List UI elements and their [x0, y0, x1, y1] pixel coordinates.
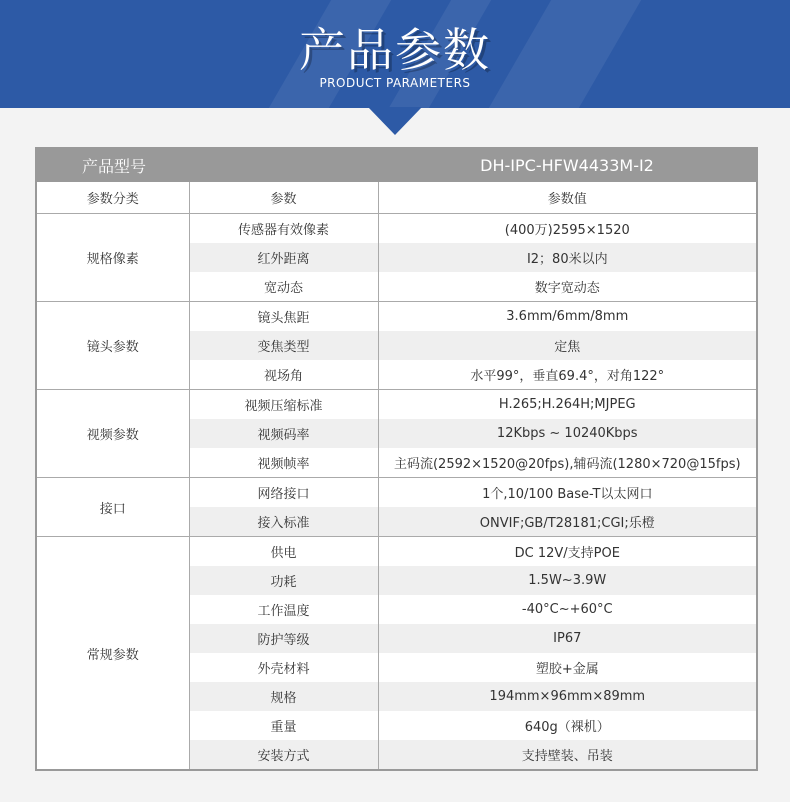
param-name-cell: 网络接口	[189, 478, 378, 508]
param-value-cell: 640g（裸机）	[524, 720, 610, 735]
param-value-cell: 3.6mm/6mm/8mm	[506, 309, 629, 324]
param-name-cell: 红外距离	[189, 243, 378, 272]
column-header-value: 参数值	[378, 182, 757, 214]
model-value: DH-IPC-HFW4433M-I2	[378, 148, 757, 182]
param-value-cell: 数字宽动态	[378, 272, 757, 302]
param-value-cell: 12Kbps ~ 10240Kbps	[378, 419, 757, 448]
banner-pointer	[368, 107, 422, 135]
param-name-cell: 功耗	[189, 566, 378, 595]
param-name-cell: 工作温度	[189, 595, 378, 624]
banner-subtitle: PRODUCT PARAMETERS	[319, 76, 471, 90]
param-value-cell: 1.5W~3.9W	[378, 566, 757, 595]
param-name-cell: 镜头焦距	[189, 302, 378, 332]
category-cell: 接口	[36, 478, 189, 537]
spec-row	[36, 537, 757, 567]
param-value-cell: 1个,10/100 Base-T以太网口	[482, 487, 653, 502]
column-header-category: 参数分类	[36, 182, 189, 214]
spec-row	[36, 478, 757, 508]
spec-table	[35, 147, 758, 771]
param-value-cell: 水平99°，垂直69.4°，对角122°	[378, 360, 757, 390]
param-value-cell: ONVIF;GB/T28181;CGI;乐橙	[378, 507, 757, 537]
category-cell: 视频参数	[36, 390, 189, 478]
param-name-cell: 重量	[189, 711, 378, 740]
param-value-cell: I2；80米以内	[378, 243, 757, 272]
param-name-cell: 视频压缩标准	[189, 390, 378, 420]
param-value-cell: DC 12V/支持POE	[514, 546, 620, 561]
param-name-cell: 变焦类型	[189, 331, 378, 360]
spec-row	[36, 214, 757, 244]
param-name-cell: 宽动态	[189, 272, 378, 302]
model-row	[36, 148, 757, 182]
category-cell: 镜头参数	[36, 302, 189, 390]
param-name-cell: 外壳材料	[189, 653, 378, 682]
spec-row	[36, 390, 757, 420]
param-value-cell: (400万)2595×1520	[504, 223, 630, 238]
param-value-cell: 塑胶+金属	[535, 662, 599, 677]
banner-title: 产品参数	[299, 23, 491, 77]
category-cell: 常规参数	[36, 537, 189, 771]
param-value-cell: 支持壁装、吊装	[378, 740, 757, 770]
header-banner	[0, 0, 790, 108]
param-name-cell: 接入标准	[189, 507, 378, 537]
param-name-cell: 视频帧率	[189, 448, 378, 478]
category-cell: 规格像素	[36, 214, 189, 302]
model-label: 产品型号	[36, 148, 378, 182]
param-name-cell: 防护等级	[189, 624, 378, 653]
spec-row	[36, 302, 757, 332]
column-header-row	[36, 182, 757, 214]
column-header-param: 参数	[189, 182, 378, 214]
param-value-cell: IP67	[378, 624, 757, 653]
param-name-cell: 安装方式	[189, 740, 378, 770]
param-name-cell: 视场角	[189, 360, 378, 390]
param-value-cell: 主码流(2592×1520@20fps),辅码流(1280×720@15fps)	[378, 448, 757, 478]
param-value-cell: 定焦	[378, 331, 757, 360]
param-value-cell: 194mm×96mm×89mm	[378, 682, 757, 711]
param-name-cell: 视频码率	[189, 419, 378, 448]
param-value-cell: -40°C~+60°C	[521, 602, 613, 617]
param-name-cell: 传感器有效像素	[189, 214, 378, 244]
param-value-cell: H.265;H.264H;MJPEG	[498, 397, 636, 412]
param-name-cell: 规格	[189, 682, 378, 711]
param-name-cell: 供电	[189, 537, 378, 567]
